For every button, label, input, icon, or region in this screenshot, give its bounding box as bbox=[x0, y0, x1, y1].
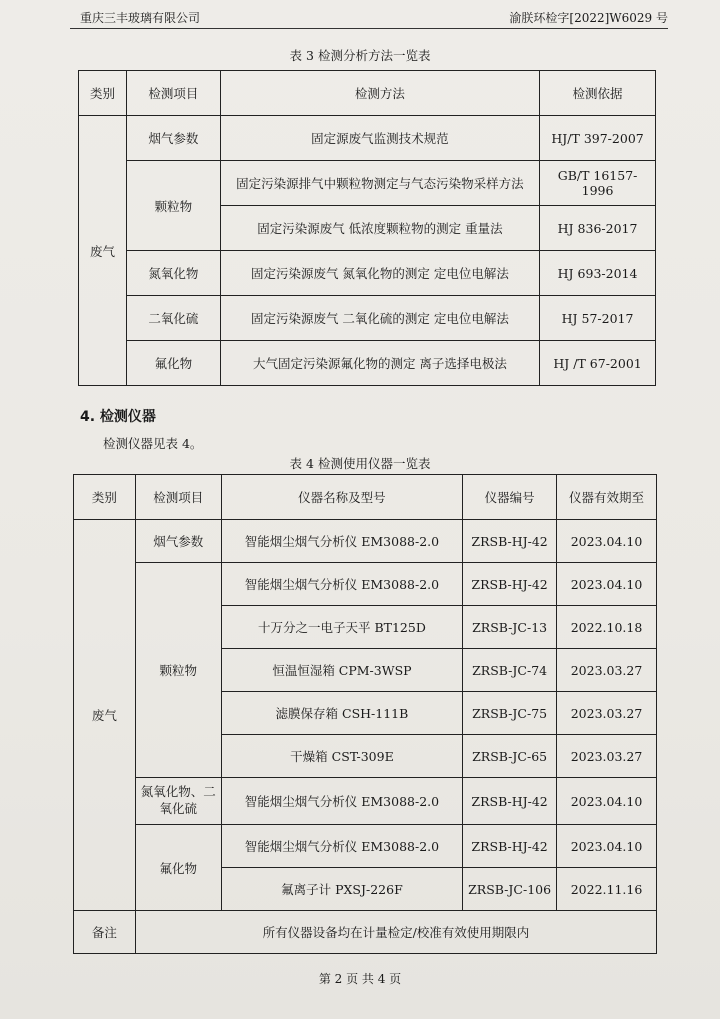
table4-caption: 表 4 检测使用仪器一览表 bbox=[289, 456, 431, 471]
category-cell: 废气 bbox=[74, 520, 136, 911]
report-number: 渝朕环检字[2022]W6029 号 bbox=[509, 11, 668, 25]
table3-caption: 表 3 检测分析方法一览表 bbox=[289, 48, 431, 63]
item-cell: 氟化物 bbox=[135, 825, 221, 911]
instrument-code-cell: ZRSB-HJ-42 bbox=[463, 520, 557, 563]
valid-until-cell: 2023.03.27 bbox=[557, 692, 657, 735]
section-heading: 4. 检测仪器 bbox=[80, 409, 156, 425]
column-header: 类别 bbox=[74, 475, 136, 520]
instrument-code-cell: ZRSB-HJ-42 bbox=[463, 778, 557, 825]
instrument-code-cell: ZRSB-HJ-42 bbox=[463, 563, 557, 606]
instrument-name-cell: 十万分之一电子天平 BT125D bbox=[221, 606, 462, 649]
table4-instruments bbox=[73, 474, 657, 954]
basis-cell: HJ /T 67-2001 bbox=[540, 341, 656, 386]
basis-cell: HJ 836-2017 bbox=[540, 206, 656, 251]
method-cell: 大气固定污染源氟化物的测定 离子选择电极法 bbox=[220, 341, 539, 386]
valid-until-cell: 2022.11.16 bbox=[557, 868, 657, 911]
method-cell: 固定源废气监测技术规范 bbox=[220, 116, 539, 161]
column-header: 检测项目 bbox=[135, 475, 221, 520]
instrument-code-cell: ZRSB-JC-13 bbox=[463, 606, 557, 649]
item-cell: 颗粒物 bbox=[135, 563, 221, 778]
instrument-name-cell: 智能烟尘烟气分析仪 EM3088-2.0 bbox=[221, 778, 462, 825]
instrument-code-cell: ZRSB-JC-74 bbox=[463, 649, 557, 692]
instrument-code-cell: ZRSB-HJ-42 bbox=[463, 825, 557, 868]
table-row bbox=[79, 161, 656, 206]
valid-until-cell: 2023.04.10 bbox=[557, 520, 657, 563]
table-row bbox=[74, 778, 657, 825]
method-cell: 固定污染源废气 二氧化硫的测定 定电位电解法 bbox=[220, 296, 539, 341]
valid-until-cell: 2023.03.27 bbox=[557, 649, 657, 692]
basis-cell: HJ 693-2014 bbox=[540, 251, 656, 296]
table3-header-row bbox=[79, 71, 656, 116]
basis-cell: HJ/T 397-2007 bbox=[540, 116, 656, 161]
column-header: 仪器名称及型号 bbox=[221, 475, 462, 520]
instrument-name-cell: 智能烟尘烟气分析仪 EM3088-2.0 bbox=[221, 520, 462, 563]
category-cell: 废气 bbox=[79, 116, 127, 386]
method-cell: 固定污染源废气 低浓度颗粒物的测定 重量法 bbox=[220, 206, 539, 251]
note-cell: 所有仪器设备均在计量检定/校准有效使用期限内 bbox=[135, 911, 656, 954]
column-header: 检测项目 bbox=[126, 71, 220, 116]
table-row bbox=[74, 911, 657, 954]
instrument-name-cell: 干燥箱 CST-309E bbox=[221, 735, 462, 778]
basis-cell: GB/T 16157-1996 bbox=[540, 161, 656, 206]
column-header: 仪器编号 bbox=[463, 475, 557, 520]
instrument-code-cell: ZRSB-JC-75 bbox=[463, 692, 557, 735]
instrument-name-cell: 氟离子计 PXSJ-226F bbox=[221, 868, 462, 911]
item-cell: 氟化物 bbox=[126, 341, 220, 386]
column-header: 仪器有效期至 bbox=[557, 475, 657, 520]
table-row bbox=[74, 520, 657, 563]
valid-until-cell: 2023.04.10 bbox=[557, 563, 657, 606]
valid-until-cell: 2023.03.27 bbox=[557, 735, 657, 778]
instrument-name-cell: 智能烟尘烟气分析仪 EM3088-2.0 bbox=[221, 563, 462, 606]
valid-until-cell: 2023.04.10 bbox=[557, 825, 657, 868]
instrument-code-cell: ZRSB-JC-65 bbox=[463, 735, 557, 778]
item-cell: 氮氧化物 bbox=[126, 251, 220, 296]
method-cell: 固定污染源排气中颗粒物测定与气态污染物采样方法 bbox=[220, 161, 539, 206]
column-header: 检测方法 bbox=[220, 71, 539, 116]
company-name: 重庆三丰玻璃有限公司 bbox=[80, 11, 201, 25]
valid-until-cell: 2022.10.18 bbox=[557, 606, 657, 649]
table3-analysis-methods bbox=[78, 70, 656, 386]
basis-cell: HJ 57-2017 bbox=[540, 296, 656, 341]
instrument-name-cell: 恒温恒湿箱 CPM-3WSP bbox=[221, 649, 462, 692]
item-cell: 二氧化硫 bbox=[126, 296, 220, 341]
instrument-name-cell: 智能烟尘烟气分析仪 EM3088-2.0 bbox=[221, 825, 462, 868]
item-cell: 烟气参数 bbox=[135, 520, 221, 563]
item-cell: 颗粒物 bbox=[126, 161, 220, 251]
item-cell: 氮氧化物、二氧化硫 bbox=[135, 778, 221, 825]
instrument-code-cell: ZRSB-JC-106 bbox=[463, 868, 557, 911]
column-header: 检测依据 bbox=[540, 71, 656, 116]
column-header: 类别 bbox=[79, 71, 127, 116]
table-row bbox=[74, 563, 657, 606]
note-label-cell: 备注 bbox=[74, 911, 136, 954]
item-cell: 烟气参数 bbox=[126, 116, 220, 161]
table-row bbox=[79, 251, 656, 296]
section-text: 检测仪器见表 4。 bbox=[103, 436, 203, 451]
table-row bbox=[79, 296, 656, 341]
method-cell: 固定污染源废气 氮氧化物的测定 定电位电解法 bbox=[220, 251, 539, 296]
table-row bbox=[74, 825, 657, 868]
table4-header-row bbox=[74, 475, 657, 520]
table-row bbox=[79, 341, 656, 386]
table-row bbox=[79, 116, 656, 161]
page-footer: 第 2 页 共 4 页 bbox=[318, 972, 402, 986]
instrument-name-cell: 滤膜保存箱 CSH-111B bbox=[221, 692, 462, 735]
valid-until-cell: 2023.04.10 bbox=[557, 778, 657, 825]
page-header bbox=[70, 6, 668, 29]
